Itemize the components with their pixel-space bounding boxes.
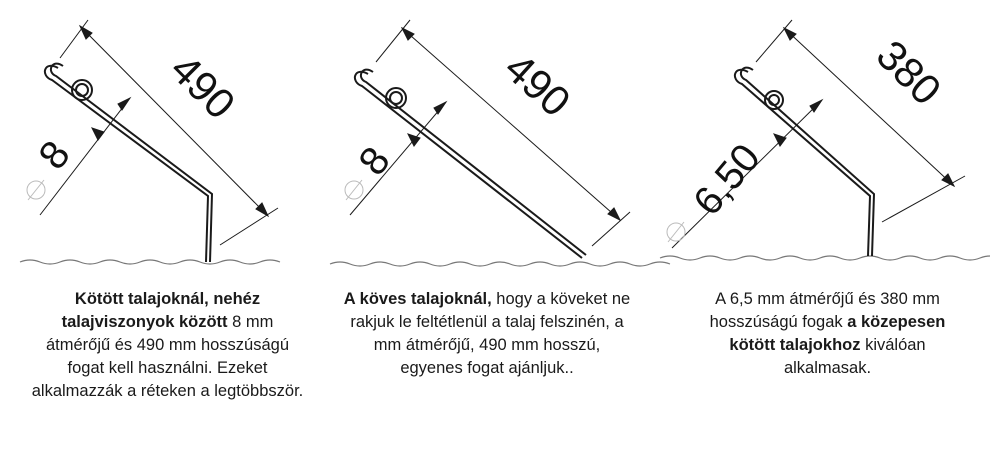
tine-panel-2 xyxy=(330,0,660,457)
length-label: 490 xyxy=(495,43,580,126)
caption-3: A 6,5 mm átmérőjű és 380 mm hosszúságú fogak a közepesen kötött talajokhoz kiválóan alkalmasak. xyxy=(709,290,946,377)
length-dimension xyxy=(756,20,965,222)
tine-diagram-1 xyxy=(0,0,330,270)
length-dimension xyxy=(60,20,278,245)
length-dimension xyxy=(376,20,630,246)
tine-diagram-3 xyxy=(660,0,990,270)
tine-panel-3 xyxy=(660,0,990,457)
tine-panel-1 xyxy=(0,0,330,457)
diameter-label: 6,50 xyxy=(685,135,769,224)
length-label: 490 xyxy=(161,45,245,128)
diameter-label: 8 xyxy=(350,138,399,184)
length-label: 380 xyxy=(867,31,951,114)
caption-2: A köves talajoknál, hogy a köveket ne rakjuk le feltétlenül a talaj felszinén, a mm átmérőjű, 490 mm hosszú, egyenes fogat ajánljuk.. xyxy=(343,290,631,377)
diameter-label: 8 xyxy=(30,132,79,178)
caption-1: Kötött talajoknál, nehéz talajviszonyok között 8 mm átmérőjű és 490 mm hosszúságú fogat kell használni. Ezeket alkalmazzák a réteken a legtöbbször. xyxy=(31,290,304,400)
ground-line xyxy=(330,262,670,266)
ground-line xyxy=(20,260,280,264)
tine-diagram-2 xyxy=(330,0,660,270)
ground-line xyxy=(660,256,990,260)
